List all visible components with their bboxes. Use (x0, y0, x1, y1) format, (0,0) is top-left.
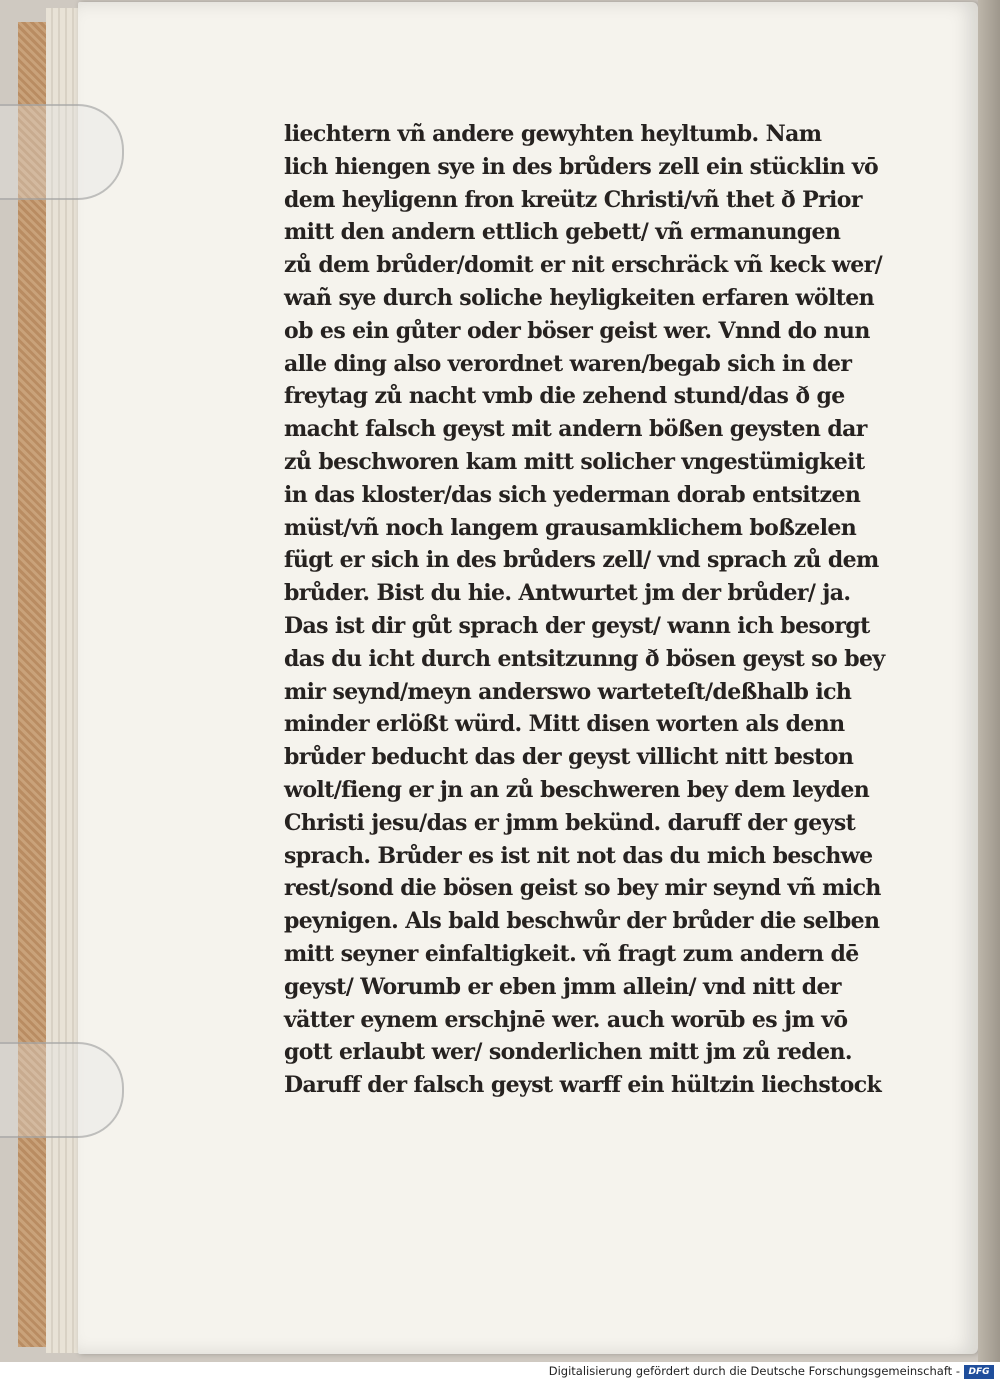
text-line: sprach. Brůder es ist nit not das du mich beschwe (284, 842, 873, 869)
text-line: dem heyligenn fron kreütz Christi/vñ thet ð Prior (284, 186, 862, 213)
text-line: geyst/ Worumb er eben jmm allein/ vnd nitt der (284, 973, 841, 1000)
text-line: wolt/fieng er jn an zů beschweren bey dem leyden (284, 776, 870, 803)
text-line: vätter eynem erschjnē wer. auch worūb es jm vō (284, 1006, 848, 1033)
text-line: zů beschworen kam mitt solicher vngestümigkeit (284, 448, 865, 475)
text-line: freytag zů nacht vmb die zehend stund/das ð ge (284, 383, 845, 410)
page-clip-top (0, 104, 124, 200)
text-line: liechtern vñ andere gewyhten heyltumb. Nam (284, 121, 822, 147)
text-line: alle ding also verordnet waren/begab sich in der (284, 350, 852, 377)
text-line: rest/sond die bösen geist so bey mir seynd vñ mich (284, 875, 881, 902)
text-line: brůder beducht das der geyst villicht nitt beston (284, 744, 854, 771)
page-clip-bottom (0, 1042, 124, 1138)
text-line: gott erlaubt wer/ sonderlichen mitt jm zů reden. (284, 1039, 852, 1066)
text-line: fügt er sich in des brůders zell/ vnd sprach zů dem (284, 547, 879, 574)
text-line: brůder. Bist du hie. Antwurtet jm der brůder/ ja. (284, 580, 851, 607)
text-line: in das kloster/das sich yederman dorab entsitzen (284, 481, 861, 508)
text-line: minder erlößt würd. Mitt disen worten als denn (284, 711, 845, 738)
text-line: Christi jesu/das er jmm bekünd. daruff der geyst (284, 809, 856, 836)
text-line: ob es ein gůter oder böser geist wer. Vnnd do nun (284, 317, 870, 344)
text-line: wañ sye durch soliche heyligkeiten erfaren wölten (284, 284, 875, 311)
text-line: zů dem brůder/domit er nit erschräck vñ keck wer/ (284, 252, 883, 279)
text-line: das du icht durch entsitzunng ð bösen geyst so bey (284, 645, 885, 672)
page-gutter-shadow (978, 0, 1000, 1362)
text-line: mitt den andern ettlich gebett/ vñ ermanungen (284, 219, 841, 246)
text-line: müst/vñ noch langem grausamklichem boßzelen (284, 514, 857, 541)
text-line: Das ist dir gůt sprach der geyst/ wann ich besorgt (284, 612, 870, 639)
text-line: lich hiengen sye in des brůders zell ein stücklin vō (284, 153, 879, 180)
text-line: macht falsch geyst mit andern bößen geysten dar (284, 416, 867, 443)
dfg-logo: DFG (964, 1365, 994, 1379)
text-line: peynigen. Als bald beschwůr der brůder die selben (284, 908, 880, 935)
printed-text-block (284, 118, 904, 1102)
funding-credit: Digitalisierung gefördert durch die Deutsche Forschungsgemeinschaft - (548, 1364, 960, 1378)
text-line: mir seynd/meyn anderswo warteteſt/deßhalb ich (284, 678, 852, 705)
text-line: mitt seyner einfaltigkeit. vñ fragt zum andern dē (284, 940, 859, 967)
text-line: Daruff der falsch geyst warff ein hültzin liechstock (284, 1072, 882, 1099)
